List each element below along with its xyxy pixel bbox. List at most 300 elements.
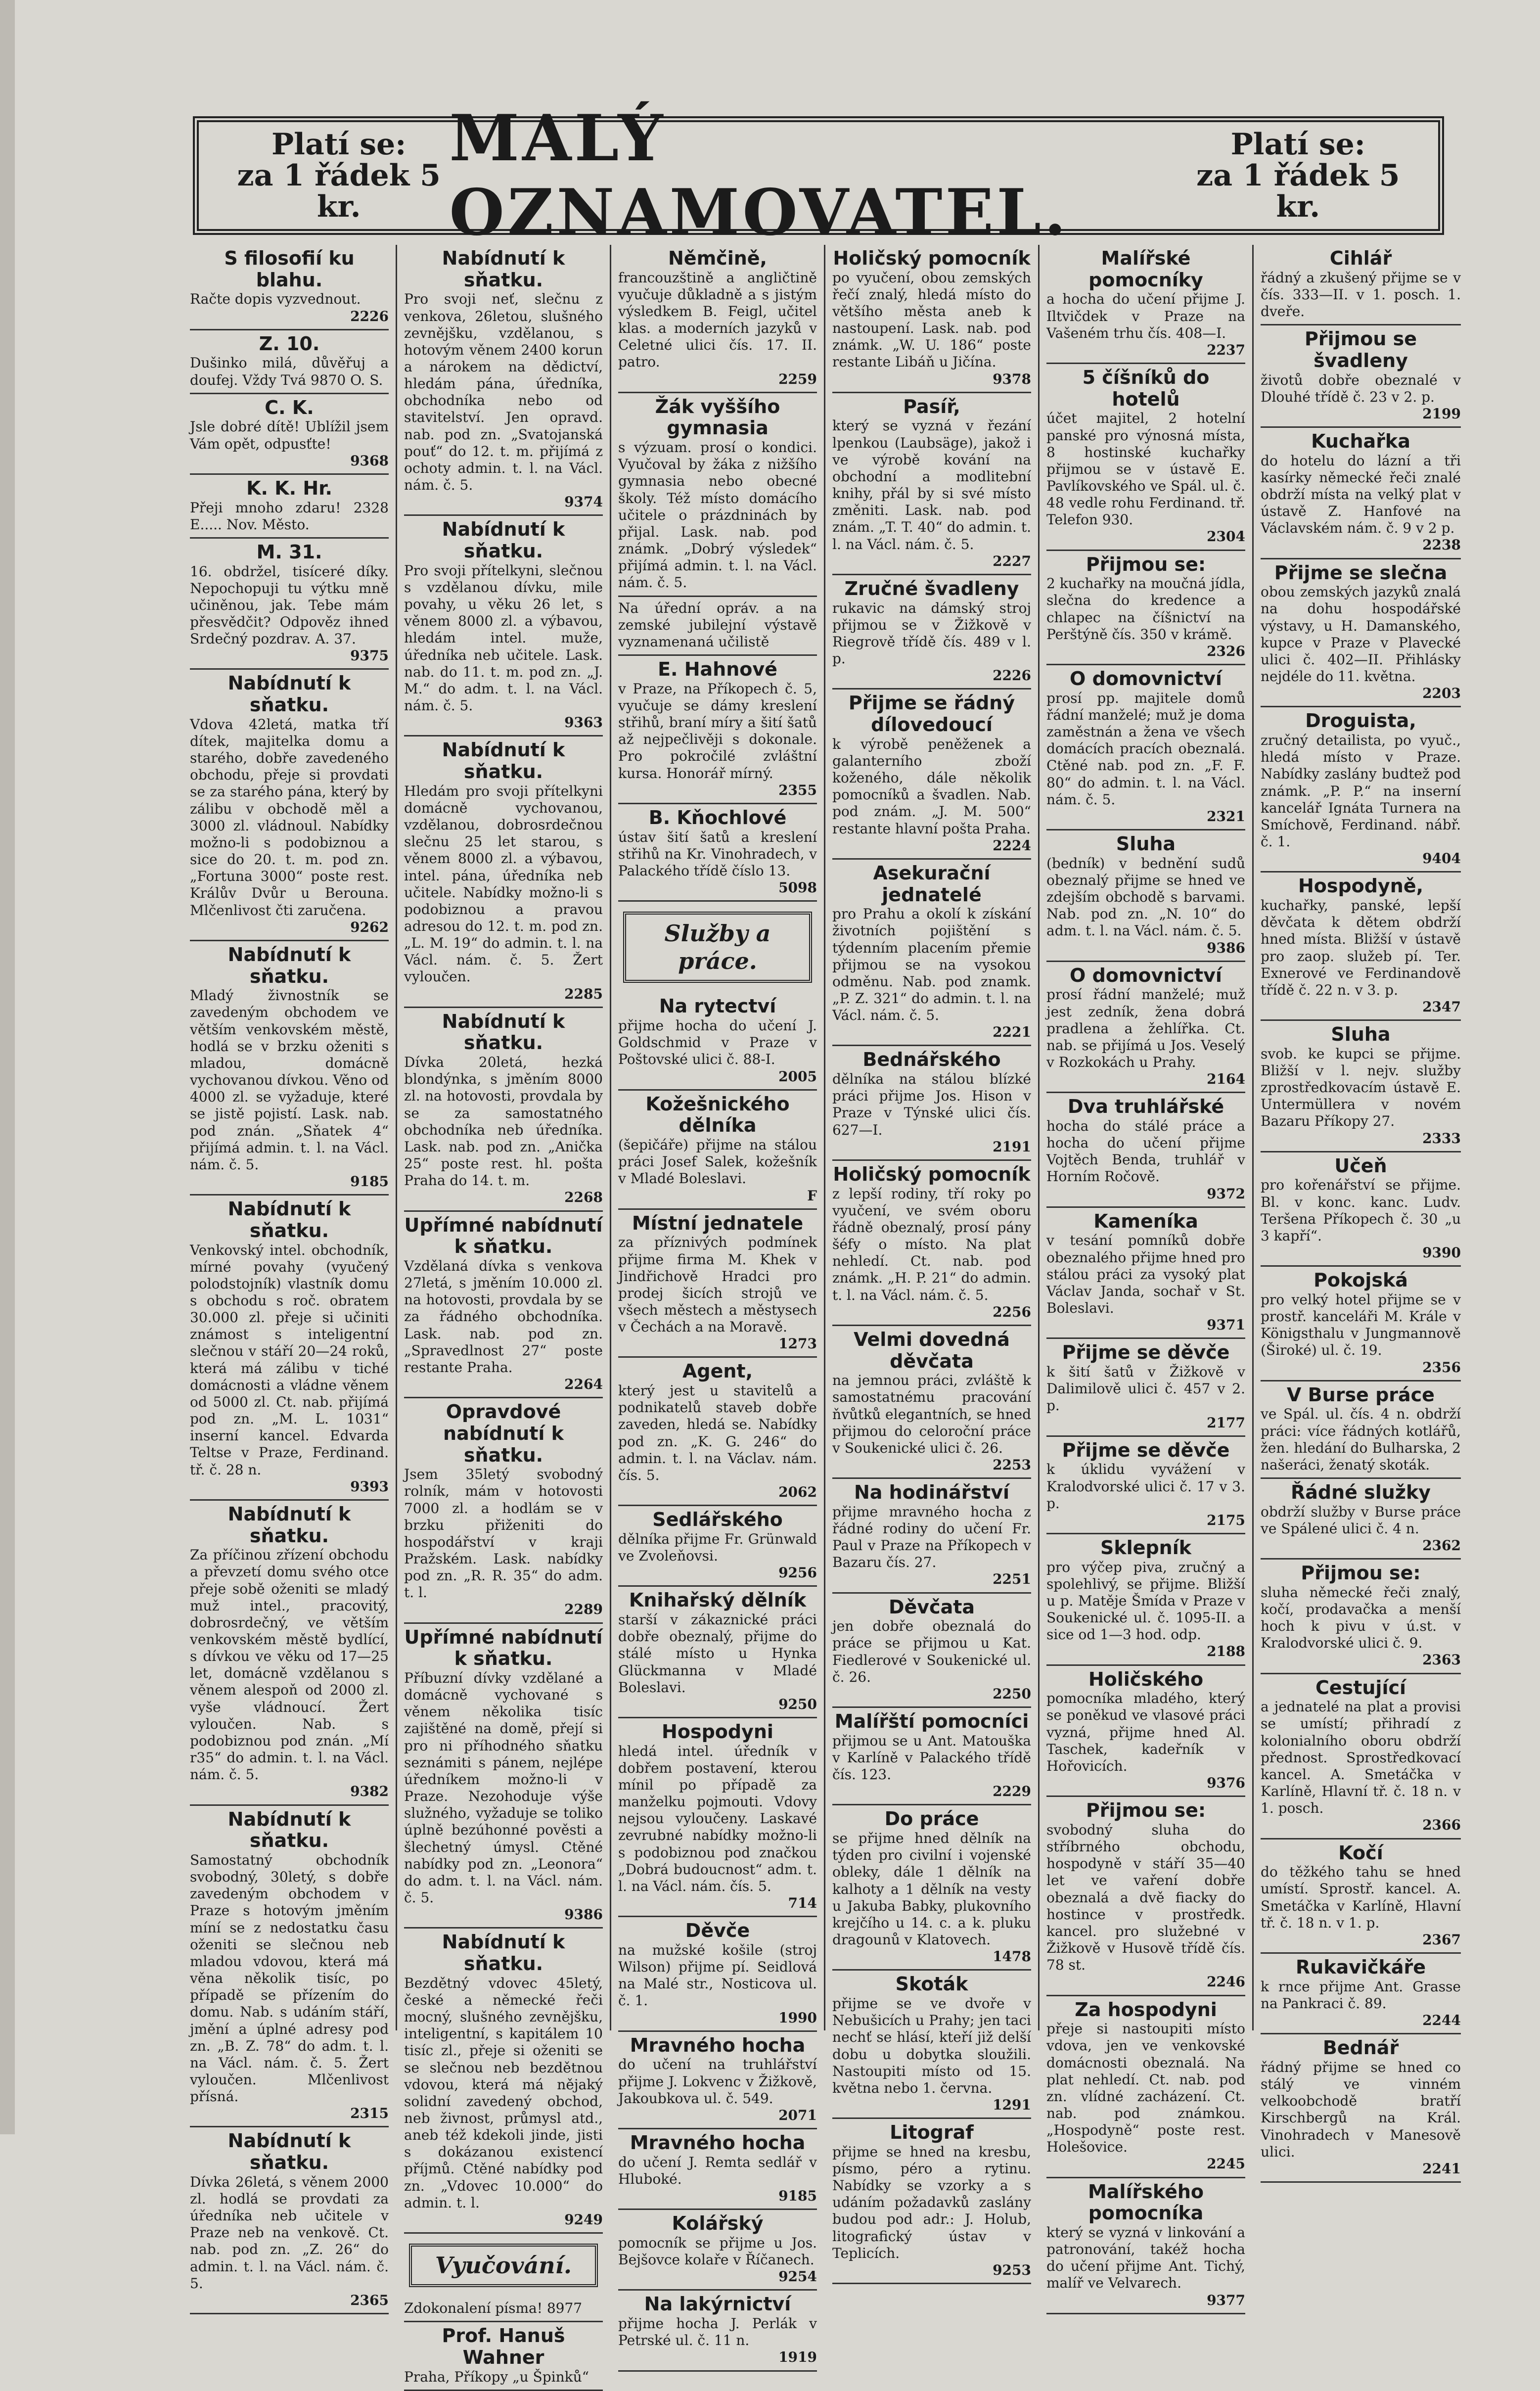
ad-number: 9262 — [350, 919, 389, 935]
ad-heading: 5 číšníků do hotelů — [1082, 367, 1210, 410]
classified-ad — [832, 245, 1031, 393]
classified-ad — [1046, 1996, 1245, 2178]
classified-ad — [404, 1008, 603, 1212]
classified-ad — [618, 656, 817, 804]
ad-text: (šepičáře) přijme na stálou práci Josef Salek, kožešník v Mladé Boleslavi. — [618, 1137, 817, 1187]
ad-text: 2 kuchařky na moučná jídla, slečna do kredence a chlapec na číšnictví na Perštýně čís. 350 v krámě. — [1046, 575, 1245, 643]
ad-text: Dívka 26letá, s věnem 2000 zl. hodlá se provdati za úředníka neb učitele v Praze neb na venkově. Ct. nab. pod zn. „Z. 26“ do admin. t. l. na Václ. nám. č. 5. — [190, 2173, 389, 2292]
ad-heading: Cihlář — [1329, 247, 1392, 269]
ad-number: 2256 — [993, 1303, 1031, 1320]
classified-ad — [1046, 665, 1245, 830]
ad-text: k úklidu vyvážení v Kralodvorské ulici č. 17 v 3. p. — [1046, 1461, 1245, 1512]
ad-heading: Skoták — [895, 1973, 968, 1995]
ad-heading: Nabídnutí k sňatku. — [227, 943, 351, 987]
ad-text: Pro svoji neť, slečnu z venkova, 26letou, slušného zevnějšku, vzdělanou, s hotovým věnem 2400 korun a nárokem na dědictví, hledám pána, úředníka, obchodníka nebo od stavitelství. Jen opravd. nab. pod zn. „Svatojanská pouť“ do 12. t. m. přijímá z ochoty admin. t. l. na Václ. nám. č. 5. — [404, 291, 603, 494]
ad-heading: Řádné služky — [1290, 1481, 1431, 1503]
ad-text: Jsem 35letý svobodný rolník, mám v hotovosti 7000 zl. a hodlám se v brzku přiženiti do hospodářství v kraji Pražském. Lask. nabídky pod zn. „R. R. 35“ do adm. t. l. — [404, 1466, 603, 1601]
classified-ad — [190, 670, 389, 941]
ad-text: Vzdělaná dívka s venkova 27letá, s jměním 10.000 zl. na hotovosti, provdala by se za řádného obchodníka. Lask. nab. pod zn. „Spravedlnost 27“ poste restante Praha. — [404, 1257, 603, 1376]
classified-ad — [618, 1917, 817, 2031]
classified-ad — [832, 1161, 1031, 1326]
classified-ad — [190, 1806, 389, 2128]
classified-ad — [832, 1805, 1031, 1971]
ad-number: 9372 — [1207, 1185, 1245, 1202]
ad-text: pro velký hotel přijme se v prostř. kanceláři M. Krále v Königsthalu v Jungmannově (Široké) ul. č. 19. — [1261, 1291, 1461, 1359]
ad-text: kuchařky, panské, lepší děvčata k dětem obdrží hned místa. Bližší v ústavě pro zaop. služeb pí. Ter. Exnerové ve Ferdinandově třídě č. 22 n. v 3. p. — [1261, 897, 1461, 998]
ad-text: přijmou se u Ant. Matouška v Karlíně v Palackého třídě čís. 123. — [832, 1732, 1031, 1783]
column-3 — [611, 245, 825, 2366]
classified-ad — [618, 245, 817, 393]
ad-number: 2264 — [564, 1376, 603, 1392]
classified-ad — [618, 1506, 817, 1587]
ad-number: 1990 — [778, 2009, 817, 2026]
classified-ad — [1261, 1479, 1461, 1560]
ad-number: 2188 — [1207, 1643, 1245, 1660]
classified-ad — [1046, 551, 1245, 665]
classified-ad — [832, 575, 1031, 690]
ad-text: na jemnou práci, zvláště k samostatnému pracování ňvůtků elegantních, se hned přijmou do celoroční práce v Soukenické ulici č. 26. — [832, 1372, 1031, 1456]
ad-number: 9368 — [350, 452, 389, 469]
classified-ad — [1261, 707, 1461, 873]
ad-text: pro výčep piva, zručný a spolehlivý, se přijme. Bližší u p. Matěje Šmída v Praze v Soukenické ul. č. 1095-II. a sice od 1—3 hod. odp. — [1046, 1559, 1245, 1643]
ad-number: F — [807, 1187, 817, 1204]
ad-text: Dívka 20letá, hezká blondýnka, s jměním 8000 zl. na hotovosti, provdala by se za samostatného obchodníka neb úředníka. Lask. nab. pod zn. „Anička 25“ poste rest. hl. pošta Praha do 14. t. m. — [404, 1054, 603, 1189]
ad-text: se přijme hned dělník na týden pro civilní i vojenské obleky, dále 1 dělník na kalhoty a 1 dělník na vesty u Jakuba Babky, plukovního krejčího u 14. c. a k. pluku dragounů v Klatovech. — [832, 1830, 1031, 1948]
ad-text: přijme hocha J. Perlák v Petrské ul. č. 11 n. — [618, 2315, 817, 2349]
classified-ad — [1046, 1093, 1245, 1207]
ad-number: 9249 — [564, 2211, 603, 2228]
ad-text: Praha, Příkopy „u Špinků“ — [404, 2368, 589, 2385]
ad-text: k výrobě peněženek a galanterního zboží koženého, dále několik pomocníků a švadlen. Nab. pod znám. „J. M. 500“ restante hlavní pošta Praha. — [832, 736, 1031, 837]
ad-heading: Sklepník — [1100, 1537, 1191, 1559]
ad-number: 2355 — [778, 782, 817, 798]
ad-number: 9363 — [564, 714, 603, 731]
ad-heading: Nabídnutí k sňatku. — [442, 1010, 565, 1054]
ad-heading: Bednář — [1322, 2037, 1399, 2059]
ad-text: a jednatelé na plat a provisi se umístí; přihradí z kolonialního oboru obdrží přednost. Sprostředkovací kancel. A. Smetáčka v Karlíně, Hlavní tř. č. 18 n. v 1. posch. — [1261, 1699, 1461, 1817]
ad-text: Příbuzní dívky vzdělané a domácně vychované s věnem několika tisíc zajištěné na domě, přejí si pro ni příhodného sňatku seznámiti s pánem, nejlépe úředníkem možno-li v Praze. Nezohoduje výše služného, vyžaduje se toliko úplně bezúhonné pověsti a šlechetný úmysl. Ctěné nabídky pod zn. „Leonora“ do adm. t. l. na Václ. nám. č. 5. — [404, 1670, 603, 1906]
ad-heading: Agent, — [682, 1360, 753, 1382]
ad-text: účet majitel, 2 hotelní panské pro výnosná místa, 8 hostinské kuchařky přijmou se v ústavě E. Pavlíkovského ve Spál. ul. č. 48 vedle rohu Ferdinand. tř. Telefon 930. — [1046, 410, 1245, 528]
ad-heading: Na rytectví — [659, 995, 776, 1017]
ad-text: přijme hocha do učení J. Goldschmid v Praze v Poštovské ulici č. 88-I. — [618, 1017, 817, 1068]
ad-heading: Přijme se řádný dílovedoucí — [848, 692, 1015, 736]
classified-ad — [1046, 1797, 1245, 1996]
classified-ad — [832, 690, 1031, 859]
ad-number: 2289 — [564, 1601, 603, 1618]
ad-number: 9375 — [350, 647, 389, 664]
classified-ad — [404, 736, 603, 1008]
ad-number: 2241 — [1422, 2160, 1461, 2177]
ad-columns — [183, 245, 1469, 2385]
ad-text: přeje si nastoupiti místo vdova, jen ve venkovské domácnosti obeznalá. Na plat nehledí. Ct. nab. pod zn. vlídné zacházení. Ct. nab. pod známkou. „Hospodyně“ poste rest. Holešovice. — [1046, 2021, 1245, 2156]
ad-heading: Místní jednatele — [632, 1212, 804, 1234]
ad-heading: Nabídnutí k sňatku. — [442, 739, 565, 783]
ad-text: dělníka přijme Fr. Grünwald ve Zvoleňovsi. — [618, 1530, 817, 1564]
classified-ad — [832, 860, 1031, 1047]
ad-number: 2005 — [778, 1068, 817, 1085]
ad-text: do těžkého tahu se hned umístí. Sprostř. kancel. A. Smetáčka v Karlíně, Hlavní tř. č. 18 n. v 1. p. — [1261, 1864, 1461, 1931]
ad-text: Na úřední opráv. a na zemské jubilejní výstavě vyznamenaná učilistě — [618, 599, 817, 650]
ad-text: prosí řádní manželé; muž jest zedník, žena dobrá pradlena a žehlířka. Ct. nab. se přijímá u Jos. Veselý v Rozkokách u Prahy. — [1046, 986, 1245, 1070]
ad-heading: C. K. — [265, 396, 314, 418]
ad-heading: Opravdové nabídnutí k sňatku. — [443, 1401, 564, 1466]
ad-heading: Hospodyně, — [1298, 875, 1424, 897]
ad-heading: Přijmou se: — [1086, 553, 1206, 575]
ad-text: v tesání pomníků dobře obeznalého přijme hned pro stálou práci za vysoký plat Václav Janda, sochař v St. Boleslavi. — [1046, 1232, 1245, 1317]
ad-text: do hotelu do lázní a tři kasírky německé řeči znalé obdrží místa na velký plat v ústavě Z. Hanfové na Václavském nám. č. 9 v 2 p. — [1261, 452, 1461, 537]
ad-text: a hocha do učení přijme J. Iltvičdek v Praze na Vašeném trhu čís. 408—I. — [1046, 291, 1245, 341]
page-fold-shadow — [0, 0, 15, 2134]
ad-text: Za příčinou zřízení obchodu a převzetí domu svého otce přeje sobě oženiti se mladý muž intel., pracovitý, dobrosrdečný, ve větším venkovském městě bydlící, s dívkou ve věku od 17—25 let, domácně vzdělanou s věnem alespoň od 2000 zl. vyše vládnoucí. Žert vyloučen. Nab. s podobiznou pod znán. „Mí r35“ do admin. t. l. na Václ. nám. č. 5. — [190, 1547, 389, 1783]
ad-number: 2315 — [350, 2105, 389, 2122]
ad-text: který jest u stavitelů a podnikatelů staveb dobře zaveden, hledá se. Nabídky pod zn. „K. G. 246“ do admin. t. l. na Václav. nám. čís. 5. — [618, 1382, 817, 1483]
classified-ad — [618, 2210, 817, 2291]
ad-number: 2304 — [1207, 528, 1245, 545]
ad-text: hocha do stálé práce a hocha do učení přijme Vojtěch Benda, truhlář v Horním Ročově. — [1046, 1117, 1245, 1185]
ad-number: 2226 — [993, 667, 1031, 684]
classified-ad — [832, 1046, 1031, 1160]
ad-number: 2199 — [1422, 405, 1461, 422]
classified-ad — [1261, 1267, 1461, 1381]
ad-heading: Malířští pomocníci — [834, 1710, 1029, 1733]
ad-text: zručný detailista, po vyuč., hledá místo v Praze. Nabídky zaslány budtež pod známk. „P. P.“ na inserní kancelář Ignáta Turnera na Smíchově, Ferdinand. nábř. č. 1. — [1261, 732, 1461, 850]
ad-text: v Praze, na Příkopech č. 5, vyučuje se dámy kreslení střihů, braní míry a šití šatů až nejpečlivěji s dokonale. Pro pokročilé zvláštní kursa. Honorář mírný. — [618, 680, 817, 782]
ad-text: Jsle dobré dítě! Ublížil jsem Vám opět, odpusťte! — [190, 418, 389, 452]
page-title: MALÝ OZNAMOVATEL. — [449, 101, 1069, 250]
ad-heading: Mravného hocha — [630, 2132, 806, 2154]
classified-ad — [832, 1479, 1031, 1593]
left-price-note: Platí se: za 1 řádek 5 kr. — [237, 127, 441, 224]
ad-number: 9371 — [1207, 1317, 1245, 1333]
ad-heading: Upřímné nabídnutí k sňatku. — [404, 1626, 603, 1670]
ad-heading: Bednářského — [862, 1049, 1001, 1071]
classified-ad — [1261, 1839, 1461, 1954]
ad-number: 2224 — [993, 837, 1031, 854]
classified-ad — [1261, 2034, 1461, 2183]
ad-text: k šití šatů v Žižkově v Dalimilově ulici č. 457 v 2. p. — [1046, 1364, 1245, 1414]
ad-heading: Nabídnutí k sňatku. — [227, 1198, 351, 1241]
ad-heading: V Burse práce — [1287, 1383, 1435, 1406]
ad-heading: Přijme se děvče — [1062, 1439, 1230, 1461]
ad-number: 9256 — [778, 1564, 817, 1581]
ad-text: pomocníka mladého, který se poněkud ve vlasové práci vyzná, přijme hned Al. Taschek, kadeřník v Hořovicích. — [1046, 1690, 1245, 1774]
ad-number: 2326 — [1207, 643, 1245, 659]
ad-text: životů dobře obeznalé v Dlouhé třídě č. 23 v 2. p. — [1261, 371, 1461, 405]
ad-number: 2071 — [778, 2107, 817, 2123]
column-5 — [1040, 245, 1254, 2308]
classified-ad — [1261, 559, 1461, 708]
ad-heading: Z. 10. — [259, 332, 320, 355]
classified-ad — [618, 1210, 817, 1358]
ad-text: přijme se ve dvoře v Nebušicích u Prahy; jen taci nechť se hlásí, kteří již delší dobu u dobytka sloužili. Nastoupiti místo od 15. května nebo 1. června. — [832, 1995, 1031, 2096]
ad-heading: O domovnictví — [1070, 964, 1222, 986]
ad-text: do učení na truhlářství přijme J. Lokvenc v Žižkově, Jakoubkova ul. č. 549. — [618, 2056, 817, 2107]
ad-heading: K. K. Hr. — [246, 477, 332, 499]
ad-number: 5098 — [778, 879, 817, 896]
ad-text: Račte dopis vyzvednout. — [190, 291, 361, 308]
ad-heading: E. Hahnové — [658, 658, 777, 681]
ad-number: 9374 — [564, 494, 603, 510]
ad-heading: Malířského pomocníka — [1087, 2180, 1204, 2224]
ad-heading: Malířské pomocníky — [1088, 247, 1203, 291]
ad-text: jen dobře obeznalá do práce se přijmou u Kat. Fiedlerové v Soukenické ul. č. 26. — [832, 1618, 1031, 1685]
classified-ad — [404, 516, 603, 736]
ad-number: 2164 — [1207, 1071, 1245, 1088]
ad-heading: Hospodyni — [662, 1721, 773, 1743]
ad-text: svobodný sluha do stříbrného obchodu, hospodyně v stáří 35—40 let ve vaření dobře obeznalá a dvě fiacky do hostince v prostředk. kancel. pro služebné v Žižkově v Husově třídě čís. 78 st. — [1046, 1821, 1245, 1974]
ad-number: 2238 — [1422, 537, 1461, 553]
classified-ad — [1261, 1954, 1461, 2034]
ad-heading: Na lakýrnictví — [644, 2293, 791, 2315]
ad-heading: Kožešnického dělníka — [645, 1093, 790, 1137]
ad-heading: Holičský pomocník — [833, 1163, 1031, 1185]
classified-ad — [618, 597, 817, 656]
ad-heading: Kuchařka — [1311, 430, 1410, 452]
ad-text: pro Prahu a okolí k získání životních pojištění s týdenním placením přemie přijmou se na vysokou odměnu. Nab. pod znamk. „P. Z. 321“ do admin. t. l. na Václ. nám. č. 5. — [832, 906, 1031, 1024]
classified-ad — [832, 1326, 1031, 1479]
ad-number: 1478 — [993, 1948, 1031, 1965]
ad-number: 9376 — [1207, 1775, 1245, 1792]
ad-heading: O domovnictví — [1070, 668, 1222, 690]
ad-heading: Dva truhlářské — [1067, 1096, 1224, 1118]
ad-number: 9378 — [993, 370, 1031, 387]
classified-ad — [832, 393, 1031, 575]
ad-heading: Asekurační jednatelé — [873, 862, 991, 906]
ad-heading: Nabídnutí k sňatku. — [227, 1808, 351, 1852]
classified-ad — [618, 993, 817, 1090]
ad-number: 9382 — [350, 1783, 389, 1800]
ad-number: 9377 — [1207, 2292, 1245, 2308]
ad-heading: Kameníka — [1093, 1210, 1198, 1232]
ad-number: 9250 — [778, 1696, 817, 1712]
classified-ad — [1046, 364, 1245, 551]
ad-heading: Nabídnutí k sňatku. — [227, 2130, 351, 2174]
classified-ad — [1046, 830, 1245, 962]
ad-text: rukavic na dámský stroj přijmou se v Žižkově v Riegrově třídě čís. 489 v l. p. — [832, 599, 1031, 667]
ad-number: 2365 — [350, 2292, 389, 2308]
ad-heading: Nabídnutí k sňatku. — [442, 247, 565, 291]
ad-heading: Přijmou se: — [1301, 1562, 1421, 1584]
ad-text: po vyučení, obou zemských řečí znalý, hledá místo do většího města aneb k nastoupení. Lask. nab. pod známk. „W. U. 186“ poste restante Libáň u Jičína. — [832, 269, 1031, 370]
ad-text: řádný a zkušený přijme se v čís. 333—II. v 1. posch. 1. dveře. — [1261, 269, 1461, 320]
ad-number: 2175 — [1207, 1512, 1245, 1528]
newspaper-page — [148, 96, 1461, 2385]
ad-heading: Přijmou se: — [1086, 1799, 1206, 1822]
ad-number: 2250 — [993, 1685, 1031, 1702]
classified-ad — [1261, 1152, 1461, 1267]
ad-text: pro kořenářství se přijme. Bl. v konc. kanc. Ludv. Teršena Příkopech č. 30 „u 3 kapří“. — [1261, 1177, 1461, 1244]
ad-heading: Žák vyššího gymnasia — [655, 395, 780, 439]
ad-text: dělníka na stálou blízké práci přijme Jos. Hison v Praze v Týnské ulici čís. 627—I. — [832, 1071, 1031, 1138]
ad-heading: Prof. Hanuš Wahner — [442, 2325, 565, 2369]
classified-ad — [618, 1718, 817, 1917]
ad-number: 2259 — [778, 370, 817, 387]
ad-heading: Sluha — [1331, 1023, 1391, 1046]
ad-heading: Nabídnutí k sňatku. — [227, 1503, 351, 1547]
ad-heading: Kočí — [1338, 1841, 1383, 1864]
classified-ad — [618, 2129, 817, 2210]
ad-heading: Litograf — [890, 2121, 974, 2144]
classified-ad — [832, 1594, 1031, 1708]
classified-ad — [1261, 1674, 1461, 1839]
classified-ad — [190, 475, 389, 539]
ad-number: 2333 — [1422, 1130, 1461, 1147]
ad-heading: Pasíř, — [903, 395, 960, 417]
classified-ad — [1261, 245, 1461, 325]
ad-number: 2253 — [993, 1457, 1031, 1473]
classified-ad — [190, 330, 389, 394]
ad-text: přijme se hned na kresbu, písmo, péro a rytinu. Nabídky se vzorky a s udáním požadavků zaslány budou pod adr.: J. Holub, litografický ústav v Teplicích. — [832, 2143, 1031, 2261]
classified-ad — [618, 1091, 817, 1210]
ad-heading: Děvčata — [888, 1596, 975, 1618]
ad-text: svob. ke kupci se přijme. Bližší v l. nejv. služby zprostředkovacím ústavě E. Untermüllera v novém Bazaru Příkopy 27. — [1261, 1045, 1461, 1130]
ad-heading: Nabídnutí k sňatku. — [227, 672, 351, 716]
ad-number: 2356 — [1422, 1359, 1461, 1376]
ad-text: ústav šití šatů a kreslení střihů na Kr. Vinohradech, v Palackého třídě číslo 13. — [618, 828, 817, 879]
ad-heading: Němčině, — [668, 247, 767, 269]
ad-text: Samostatný obchodník svobodný, 30letý, s dobře zavedeným obchodem v Praze s hotovým jměním míní se z nedostatku času oženiti se slečnou neb mladou vdovou, která má věna několik tisíc, po případě se přízením do domu. Nab. s udáním stáří, jmění a úplné adresy pod zn. „B. Z. 78“ do adm. t. l. na Václ. nám. č. 5. Žert vyloučen. Mlčenlivost přísná. — [190, 1851, 389, 2105]
ad-text: obdrží služby v Burse práce ve Spálené ulici č. 4 n. — [1261, 1503, 1461, 1537]
ad-heading: Na hodinářství — [854, 1481, 1010, 1504]
classified-ad — [190, 1501, 389, 1806]
classified-ad — [1046, 1534, 1245, 1666]
classified-ad — [618, 2291, 817, 2371]
ad-heading: Zručné švadleny — [844, 577, 1019, 599]
ad-heading: Mravného hocha — [630, 2034, 806, 2056]
classified-ad — [404, 1398, 603, 1623]
classified-ad — [1261, 1021, 1461, 1152]
classified-ad — [190, 941, 389, 1196]
ad-number: 2221 — [993, 1024, 1031, 1041]
classified-ad — [404, 1929, 603, 2234]
classified-ad — [190, 539, 389, 670]
column-4 — [825, 245, 1040, 2278]
ad-text: ve Spál. ul. čís. 4 n. obdrží práci: více řádných kotlářů, žen. hledání do Bulharska, 2 našeráci, ženatý skoták. — [1261, 1406, 1461, 1473]
ad-heading: Pokojská — [1314, 1269, 1408, 1291]
ad-number: 1273 — [778, 1335, 817, 1352]
classified-ad — [618, 2032, 817, 2129]
ad-heading: Cestující — [1315, 1676, 1406, 1699]
ad-text: přijme mravného hocha z řádné rodiny do učení Fr. Paul v Praze na Příkopech v Bazaru čís. 27. — [832, 1503, 1031, 1571]
ad-number: 9390 — [1422, 1244, 1461, 1261]
ad-number: 9254 — [778, 2268, 817, 2285]
classified-ad — [190, 394, 389, 475]
ad-number: 2246 — [1207, 1974, 1245, 1990]
classified-ad — [1046, 2178, 1245, 2314]
classified-ad — [618, 393, 817, 597]
ad-text: prosí pp. majitele domů řádní manželé; muž je doma zaměstnán a žena ve všech domácích pracích obeznalá. Ctěné nab. pod zn. „F. F. 80“ do admin. t. l. na Václ. nám. č. 5. — [1046, 690, 1245, 808]
ad-text: Pro svoji přítelkyni, slečnou s vzdělanou dívku, mile povahy, u věku 26 let, s věnem 8000 zl. a výbavou, hledám intel. muže, úředníka neb učitele. Lask. nab. do 11. t. m. pod zn. „J. M.“ do adm. t. l. na Václ. nám. č. 5. — [404, 562, 603, 714]
ad-text: Přeji mnoho zdaru! 2328 E..... Nov. Město. — [190, 499, 389, 533]
classified-ad — [1261, 428, 1461, 559]
ad-text: obou zemských jazyků znalá na dohu hospodářské výstavy, u H. Damanského, kupce v Praze v Plavecké ulici č. 402—II. Přihlásky nejdéle do 11. května. — [1261, 584, 1461, 685]
classified-ad — [1046, 962, 1245, 1094]
ad-text: Mladý živnostník se zavedeným obchodem ve větším venkovském městě, hodlá se v brzku oženiti s mladou, domácně vychovanou dívkou. Věno od 4000 zl. se vyžaduje, které se jistě pojistí. Lask. nab. pod znán. „Sňatek 4“ přijímá admin. t. l. na Václ. nám. č. 5. — [190, 987, 389, 1173]
ad-heading: Přijmou se švadleny — [1304, 328, 1417, 371]
ad-heading: Holičského — [1088, 1668, 1204, 1690]
ad-number: 2347 — [1422, 998, 1461, 1015]
ad-heading: Učeň — [1334, 1154, 1387, 1177]
section-heading: Vyučování. — [409, 2244, 598, 2287]
classified-ad — [832, 1708, 1031, 1805]
ad-number: 2285 — [564, 985, 603, 1002]
ad-number: 2203 — [1422, 685, 1461, 702]
ad-heading: Do práce — [884, 1808, 979, 1830]
ad-text: 16. obdržel, tisíceré díky. Nepochopuji tu výtku mně učiněnou, jak. Tebe mám přesvědčit? Odpověz ihned Srdečný pozdrav. A. 37. — [190, 563, 389, 647]
classified-ad — [404, 245, 603, 516]
ad-heading: S filosofií ku blahu. — [224, 247, 355, 291]
classified-ad — [1046, 245, 1245, 364]
ad-text: za příznivých podmínek přijme firma M. Khek v Jindřichově Hradci pro prodej šicích strojů ve všech městech a městysech v Čechách a na Moravě. — [618, 1234, 817, 1335]
ad-heading: Nabídnutí k sňatku. — [442, 1931, 565, 1975]
classified-ad — [1046, 1339, 1245, 1436]
ad-number: 2366 — [1422, 1817, 1461, 1834]
classified-ad — [404, 1212, 603, 1399]
ad-heading: Za hospodyni — [1075, 1998, 1217, 2021]
ad-number: 2237 — [1207, 341, 1245, 358]
ad-text: Venkovský intel. obchodník, mírné povahy (vyučený polodstojník) vlastník domu s obchodu s roč. obratem 30.000 zl. přeje si učiniti známost s inteligentní slečnou v stáří 20—24 roků, která má zálibu v tiché domácnosti a vládne věnem od 5000 zl. Ct. nab. přijímá pod zn. „M. L. 1031“ inserní kancel. Edvarda Teltse v Praze, Ferdinand. tř. č. 28 n. — [190, 1241, 389, 1478]
ad-number: 2244 — [1422, 2012, 1461, 2029]
ad-heading: Kolářský — [672, 2212, 764, 2235]
ad-text: který se vyzná v linkování a patronování, takéž hocha do učení přijme Ant. Tichý, malíř ve Velvarech. — [1046, 2224, 1245, 2292]
ad-heading: Děvče — [685, 1920, 750, 1942]
ad-number: 2363 — [1422, 1652, 1461, 1668]
ad-heading: Nabídnutí k sňatku. — [442, 518, 565, 562]
classified-ad — [1261, 325, 1461, 428]
classified-ad — [1046, 1437, 1245, 1534]
ad-heading: Přijme se děvče — [1062, 1341, 1230, 1364]
ad-number: 2321 — [1207, 808, 1245, 825]
ad-heading: Velmi dovedná děvčata — [854, 1328, 1010, 1372]
ad-number: 2251 — [993, 1571, 1031, 1588]
ad-number: 2367 — [1422, 1931, 1461, 1948]
ad-number: 714 — [788, 1895, 817, 1912]
ad-number: 2362 — [1422, 1537, 1461, 1554]
ad-text: pomocník se přijme u Jos. Bejšovce kolaře v Říčanech. — [618, 2234, 817, 2268]
ad-number: 2268 — [564, 1189, 603, 1206]
ad-heading: M. 31. — [256, 541, 322, 563]
ad-text: sluha německé řeči znalý, kočí, prodavačka a menší hoch k pivu v ú.st. v Kralodvorské ulici č. 9. — [1261, 1584, 1461, 1652]
classified-ad — [1261, 1381, 1461, 1479]
ad-text: řádný přijme se hned co stálý ve vinném velkoobchodě bratří Kirschbergů na Král. Vinohradech v Manesově ulici. — [1261, 2059, 1461, 2160]
classified-ad — [1261, 1560, 1461, 1674]
ad-heading: Droguista, — [1305, 710, 1416, 732]
ad-heading: B. Kňochlové — [648, 806, 787, 828]
classified-ad — [618, 804, 817, 902]
section-heading: Služby a práce. — [623, 912, 812, 983]
ad-number: 2191 — [993, 1138, 1031, 1155]
classified-ad — [832, 2119, 1031, 2284]
ad-text: francouzštině a angličtině vyučuje důkladně a s jistým výsledkem B. Feigl, učitel klas. a moderních jazyků v Celetné ulici čís. 17. II. patro. — [618, 269, 817, 370]
classified-ad — [832, 1971, 1031, 2119]
ad-number: 1291 — [993, 2096, 1031, 2113]
classified-ad — [404, 1624, 603, 1929]
ad-text: na mužské košile (stroj Wilson) přijme pí. Seidlová na Malé str., Nosticova ul. č. 1. — [618, 1941, 817, 2009]
ad-number: 9386 — [564, 1906, 603, 1923]
classified-ad — [190, 245, 389, 330]
column-2 — [397, 245, 611, 2385]
classified-ad — [618, 1358, 817, 1506]
ad-heading: Upřímné nabídnutí k sňatku. — [404, 1214, 603, 1258]
ad-number: 9185 — [778, 2188, 817, 2205]
ad-number: 2177 — [1207, 1414, 1245, 1431]
ad-number: 2062 — [778, 1484, 817, 1501]
classified-ad — [190, 1196, 389, 1501]
classified-ad — [404, 2322, 603, 2391]
classified-ad — [190, 2127, 389, 2314]
ad-number: 9386 — [1207, 939, 1245, 956]
